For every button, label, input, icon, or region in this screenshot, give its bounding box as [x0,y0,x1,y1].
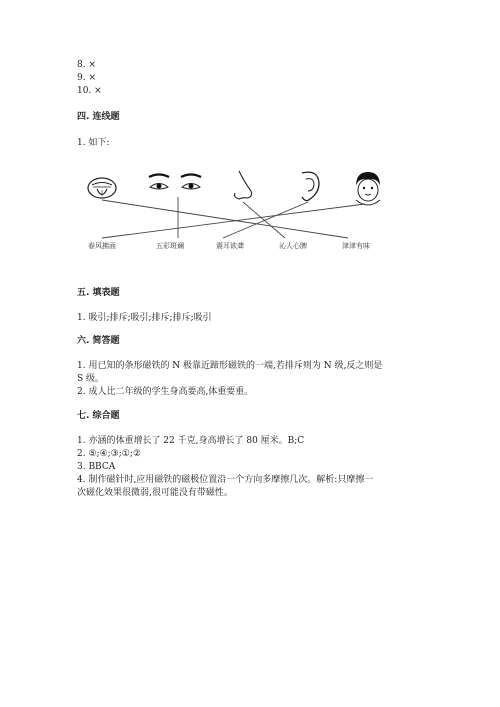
section6-q2: 2. 成人比二年级的学生身高要高,体重要重。 [77,387,254,397]
section6-q1-line1: 1. 用已知的条形磁铁的 N 极靠近蹄形磁铁的一端,若排斥则为 N 级,反之则是 [77,361,383,371]
section7-q4-line2: 次磁化效果很微弱,很可能没有带磁性。 [77,488,233,498]
section5-q1: 1. 吸引;排斥;吸引;排斥;排斥;吸引 [77,313,212,323]
mouth-icon [88,178,116,198]
match-line [102,200,348,238]
match-line [243,202,285,238]
section4-q1: 1. 如下: [77,138,110,148]
match-label-5: 津津有味 [342,242,370,250]
section6-heading: 六. 简答题 [77,336,120,346]
match-label-1: 春风拂面 [88,242,116,250]
section7-heading: 七. 综合题 [77,411,120,421]
section5-heading: 五. 填表题 [77,288,120,298]
section6-q1-line2: S 级。 [77,374,105,384]
previous-answer-8: 8. × [77,60,96,70]
match-label-3: 震耳欲聋 [216,242,244,250]
section7-q2: 2. ⑤;④;③;①;② [77,449,141,459]
section4-heading: 四. 连线题 [77,112,120,122]
nose-icon [235,171,252,199]
ear-icon [302,172,319,200]
previous-answer-9: 9. × [77,73,96,83]
previous-answer-10: 10. × [77,86,102,96]
match-label-2: 五彩斑斓 [156,242,184,250]
matching-figure [80,170,390,260]
match-line [102,204,365,238]
face-icon [356,172,380,205]
eyes-icon [149,175,201,190]
matching-lines [102,197,365,238]
section7-q4-line1: 4. 制作磁针时,应用磁铁的磁极位置沿一个方向多摩擦几次。解析:只摩擦一 [77,475,374,485]
match-label-4: 沁人心脾 [279,242,307,250]
section7-q3: 3. BBCA [77,462,116,472]
section7-q1: 1. 亦涵的体重增长了 22 千克,身高增长了 80 厘米。B;C [77,436,305,446]
match-line [223,202,308,238]
